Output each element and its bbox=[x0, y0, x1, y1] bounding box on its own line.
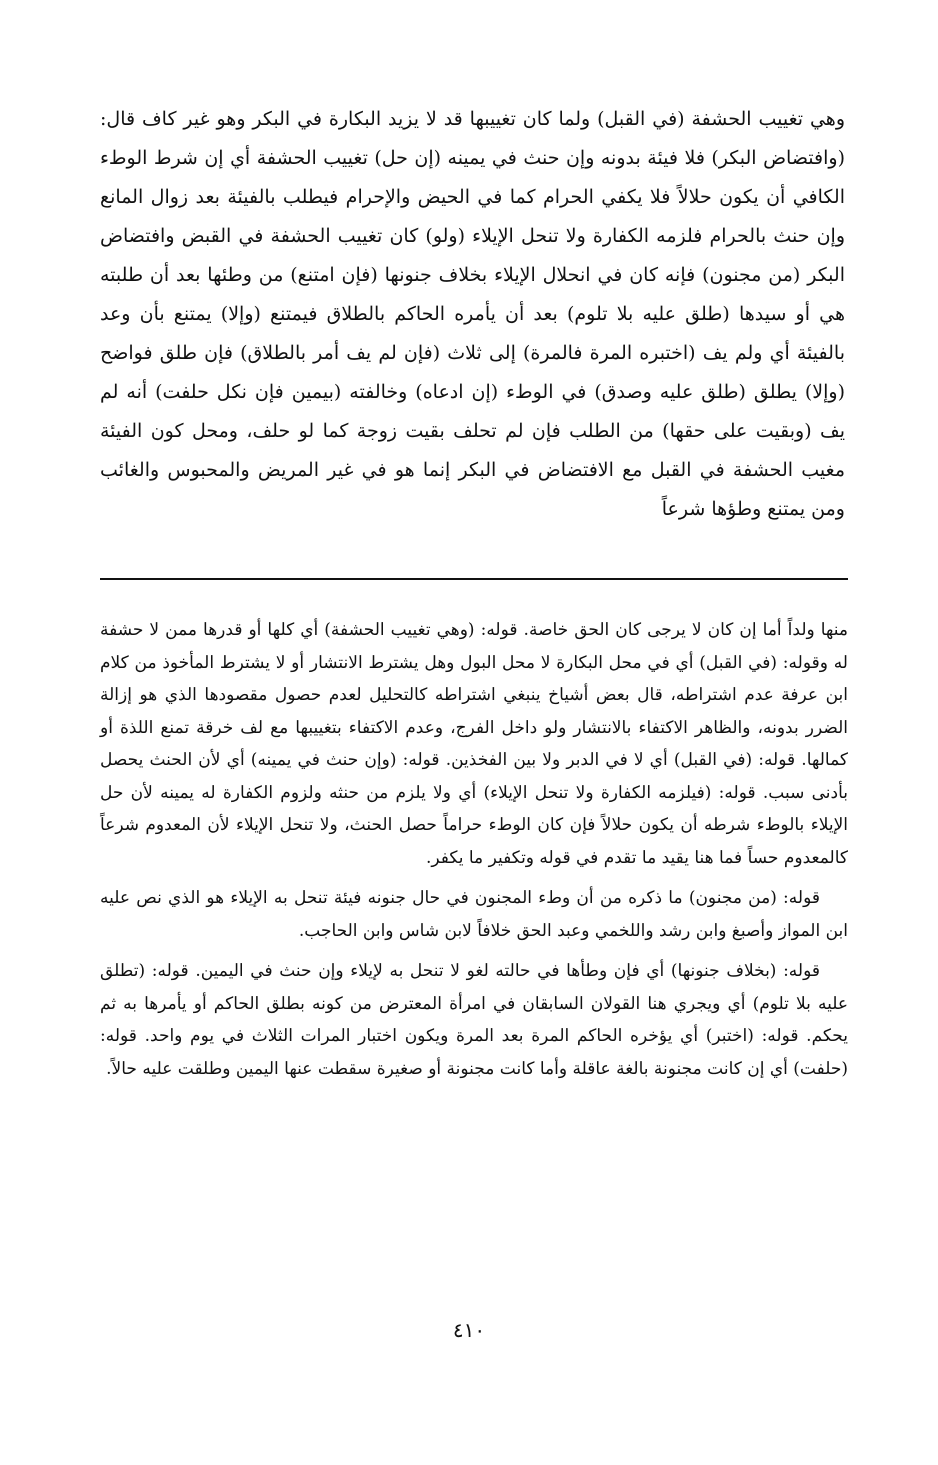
commentary-paragraph-1: منها ولداً أما إن كان لا يرجى كان الحق خاصة. قوله: (وهي تغييب الحشفة) أي كلها أو قدرها ممن لا حشفة له وقوله: (في القبل) أي في محل البكارة لا محل البول وهل يشترط الانتشار أو لا يشترط المأخوذ من كلام ابن عرفة عدم اشتراطه، قال بعض أشياخ ينبغي اشتراطه كالتحليل لعدم حصول مقصودها الذي هو إزالة الضرر بدونه، والظاهر الاكتفاء بالانتشار ولو داخل الفرج، وعدم الاكتفاء بتغييبها مع لف خرقة تمنع اللذة أو كمالها. قوله: (في القبل) أي لا في الدبر ولا بين الفخذين. قوله: (وإن حنث في يمينه) أي لأن الحنث يحصل بأدنى سبب. قوله: (فيلزمه الكفارة ولا تنحل الإيلاء) أي ولا يلزم من حنثه ولزوم الكفارة له يمينه لأن حل الإيلاء بالوطء شرطه أن يكون حلالاً فإن كان الوطء حراماً حصل الحنث، ولا تنحل الإيلاء لأن المعدوم شرعاً كالمعدوم حساً فما هنا يقيد ما تقدم في قوله وتكفير ما يكفر. bbox=[100, 620, 848, 868]
page-number: ٤١٠ bbox=[452, 1318, 486, 1342]
main-text-block bbox=[100, 100, 845, 529]
footnote-divider bbox=[100, 578, 848, 580]
main-text-paragraph: وهي تغييب الحشفة (في القبل) ولما كان تغييبها قد لا يزيد البكارة في البكر وهو غير كاف قال: (وافتضاض البكر) فلا فيئة بدونه وإن حنث في يمينه (إن حل) تغييب الحشفة أي إن شرط الوطء الكافي أن يكون حلالاً فلا يكفي الحرام كما في الحيض والإحرام فيطلب بالفيئة بعد زوال المانع وإن حنث بالحرام فلزمه الكفارة ولا تنحل الإيلاء (ولو) كان تغييب الحشفة في القبض وافتضاض البكر (من مجنون) فإنه كان في انحلال الإيلاء بخلاف جنونها (فإن امتنع) من وطئها بعد أن طلبته هي أو سيدها (طلق عليه بلا تلوم) بعد أن يأمره الحاكم بالطلاق فيمتنع (وإلا) يمتنع بأن وعد بالفيئة أي ولم يف (اختبره المرة فالمرة) إلى ثلاث (فإن لم يف أمر بالطلاق) فإن طلق فواضح (وإلا) يطلق (طلق عليه وصدق) في الوطء (إن ادعاه) وخالفته (بيمين فإن نكل حلفت) أنه لم يف (وبقيت على حقها) من الطلب فإن لم تحلف بقيت زوجة كما لو حلف، ومحل كون الفيئة مغيب الحشفة في القبل مع الافتضاض في البكر إنما هو في غير المريض والمحبوس والغائب ومن يمتنع وطؤها شرعاً bbox=[100, 108, 845, 520]
commentary-paragraph-3: قوله: (بخلاف جنونها) أي فإن وطأها في حالته لغو لا تنحل به لإيلاء وإن حنث في اليمين. قوله: (تطلق عليه بلا تلوم) أي ويجري هنا القولان السابقان في امرأة المعترض من كونه بطلق الحاكم أو يأمرها به ثم يحكم. قوله: (اختبر) أي يؤخره الحاكم المرة بعد المرة ويكون اختبار المرات الثلاث في يوم واحد. قوله: (حلفت) أي إن كانت مجنونة بالغة عاقلة وأما كانت مجنونة أو صغيرة سقطت عنها اليمين وطلقت عليه حالاً. bbox=[100, 961, 848, 1079]
commentary-block bbox=[100, 614, 848, 1093]
commentary-paragraph-2: قوله: (من مجنون) ما ذكره من أن وطء المجنون في حال جنونه فيئة تنحل به الإيلاء هو الذي نص عليه ابن المواز وأصبغ وابن رشد واللخمي وعبد الحق خلافاً لابن شاس وابن الحاجب. bbox=[100, 888, 848, 941]
